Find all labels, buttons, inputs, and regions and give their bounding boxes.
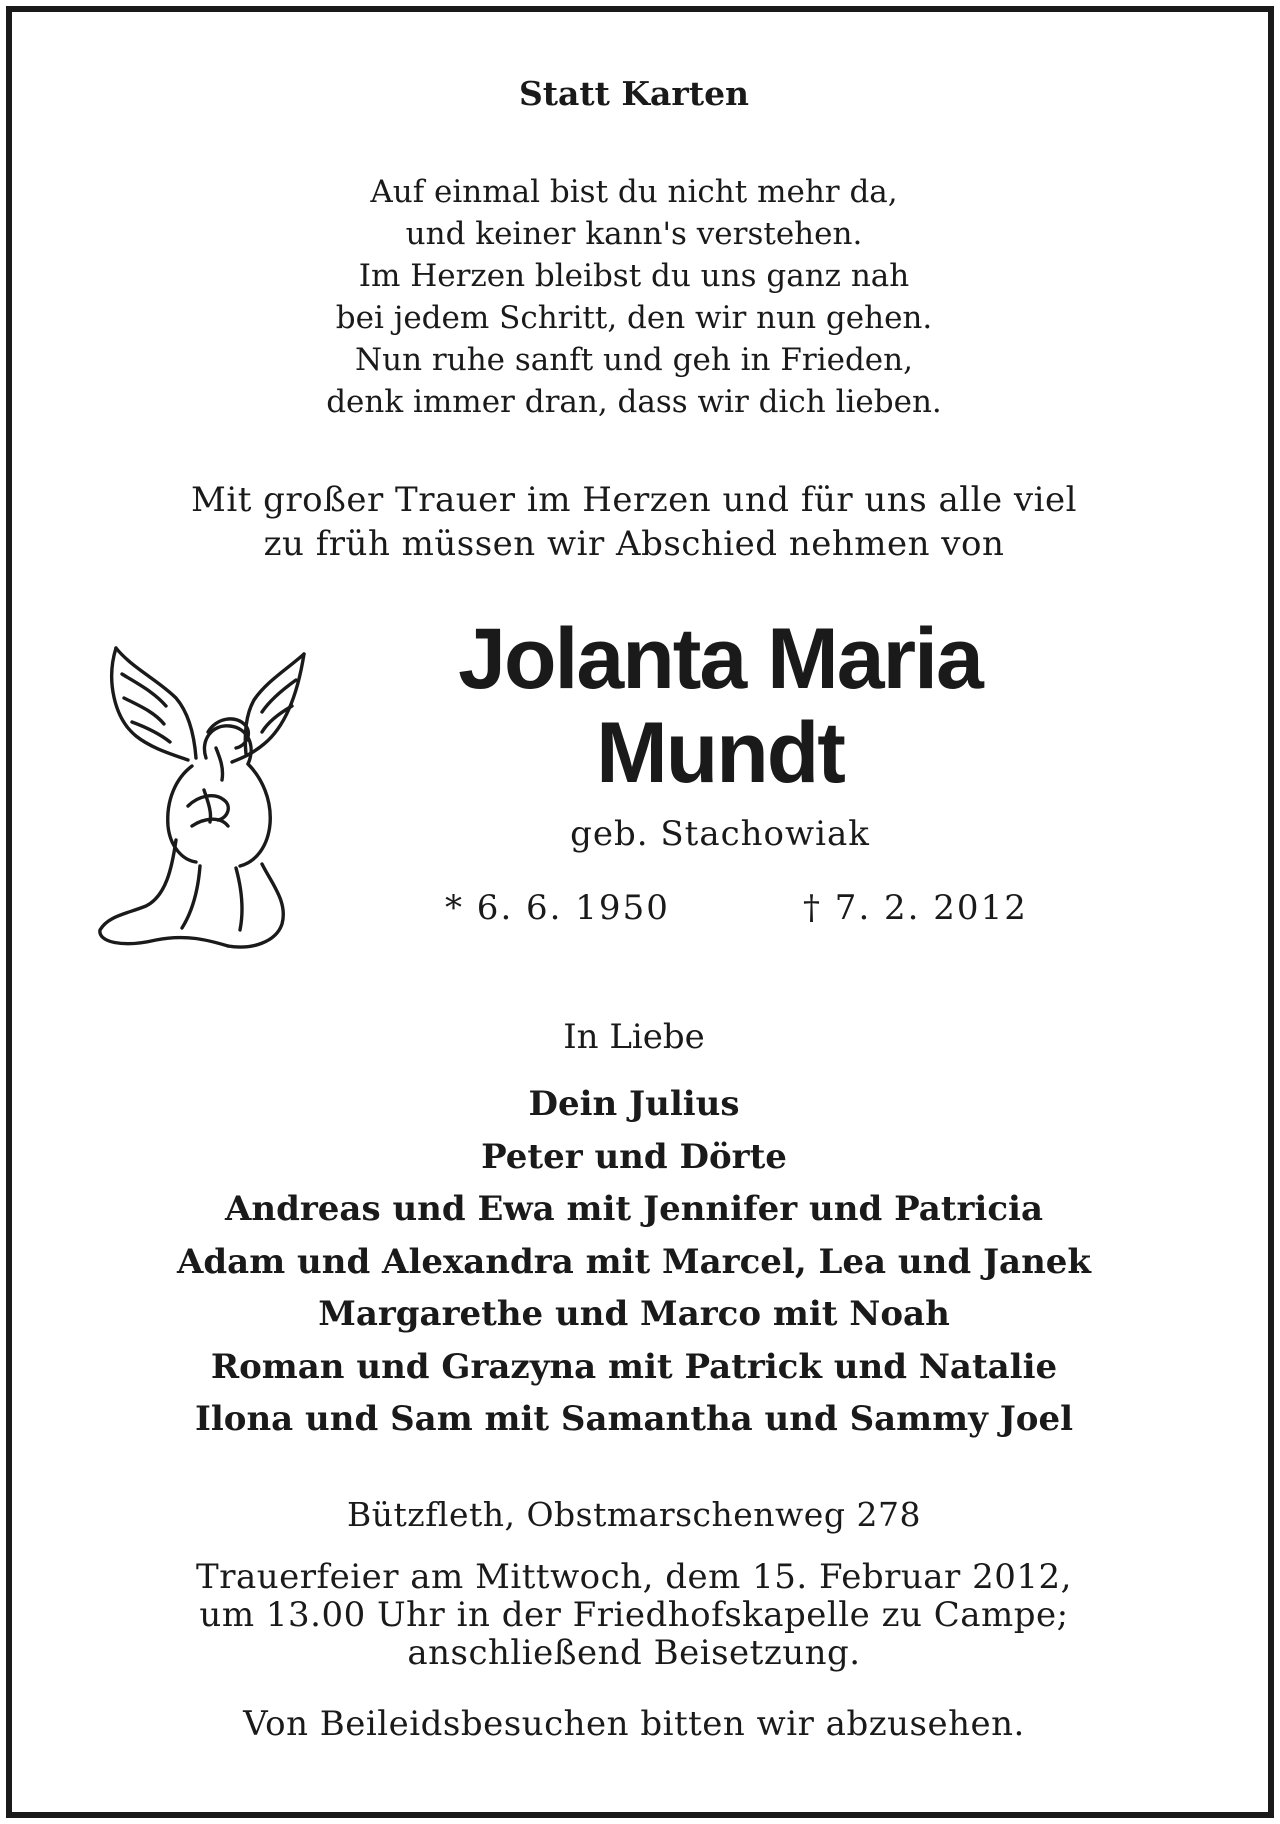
family-member: Roman und Grazyna mit Patrick und Natalie [210,1346,1058,1387]
poem-line: bei jedem Schritt, den wir nun gehen. [335,300,933,336]
intro-text [0,478,1268,566]
service-line: anschließend Beisetzung. [407,1633,861,1673]
family-member: Peter und Dörte [481,1136,787,1177]
death-date: † 7. 2. 2012 [803,888,1028,928]
address: Bützfleth, Obstmarschenweg 278 [347,1495,921,1534]
deceased-name-last: Mundt [596,705,844,801]
notice-header: Statt Karten [518,74,750,113]
poem-line: Auf einmal bist du nicht mehr da, [370,174,898,210]
family-member: Andreas und Ewa mit Jennifer und Patricia [225,1189,1043,1229]
poem-line: Nun ruhe sanft und geh in Frieden, [355,342,913,378]
family-member: Margarethe und Marco mit Noah [318,1294,950,1334]
closing-note: Von Beileidsbesuchen bitten wir abzusehen. [243,1704,1025,1744]
birth-date: * 6. 6. 1950 [445,888,670,928]
maiden-name: geb. Stachowiak [570,814,870,854]
family-member: Dein Julius [528,1084,740,1124]
family-member: Adam und Alexandra mit Marcel, Lea und Janek [177,1241,1091,1282]
poem-line: und keiner kann's verstehen. [405,216,863,252]
funeral-service-info [0,1558,1268,1672]
service-line: um 13.00 Uhr in der Friedhofskapelle zu Campe; [199,1595,1069,1635]
poem-line: denk immer dran, dass wir dich lieben. [326,384,942,420]
service-line: Trauerfeier am Mittwoch, dem 15. Februar 2012, [196,1557,1072,1597]
intro-line: Mit großer Trauer im Herzen und für uns alle viel [191,480,1077,520]
intro-line: zu früh müssen wir Abschied nehmen von [263,524,1005,564]
family-member: Ilona und Sam mit Samantha und Sammy Joel [194,1399,1074,1439]
deceased-name-first: Jolanta Maria [458,611,982,707]
poem [0,171,1268,423]
poem-line: Im Herzen bleibst du uns ganz nah [358,258,910,294]
in-love-text: In Liebe [563,1017,705,1057]
angel-icon [96,640,316,950]
family-list [0,1078,1268,1446]
